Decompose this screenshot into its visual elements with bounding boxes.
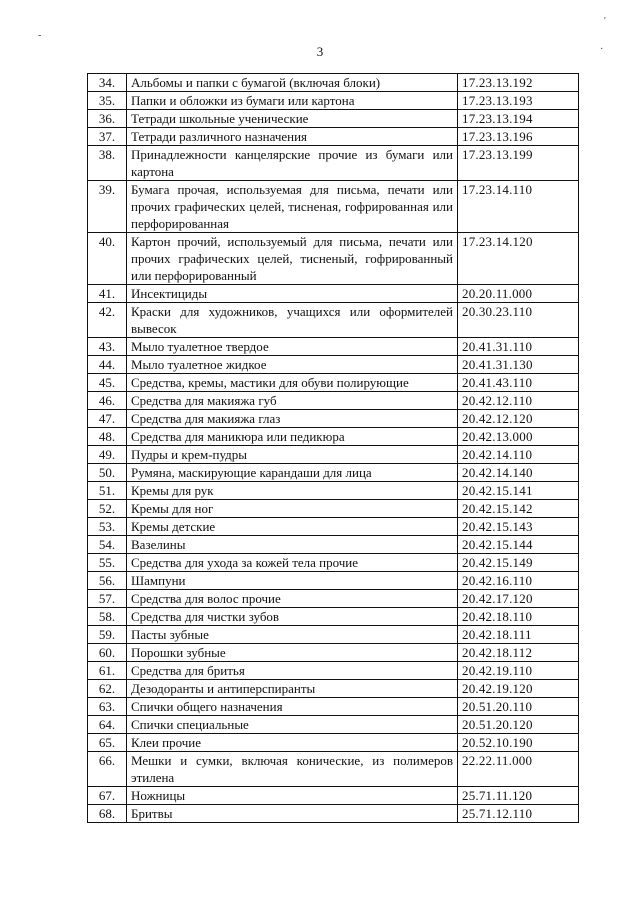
- table-row: [88, 734, 579, 752]
- product-name: Мешки и сумки, включая конические, из полимеров этилена: [127, 752, 458, 787]
- table-row: [88, 752, 579, 787]
- row-number: 67.: [88, 787, 127, 805]
- product-name: Средства для макияжа глаз: [127, 410, 458, 428]
- product-name: Краски для художников, учащихся или оформителей вывесок: [127, 303, 458, 338]
- row-number: 53.: [88, 518, 127, 536]
- table-row: [88, 482, 579, 500]
- table-row: [88, 698, 579, 716]
- row-number: 46.: [88, 392, 127, 410]
- table-row: [88, 608, 579, 626]
- table-row: [88, 590, 579, 608]
- table-row: [88, 787, 579, 805]
- product-code: 20.42.14.110: [458, 446, 579, 464]
- row-number: 58.: [88, 608, 127, 626]
- product-name: Дезодоранты и антиперспиранты: [127, 680, 458, 698]
- product-name: Кремы детские: [127, 518, 458, 536]
- product-code: 20.42.18.112: [458, 644, 579, 662]
- product-name: Ножницы: [127, 787, 458, 805]
- table-row: [88, 92, 579, 110]
- table-row: [88, 500, 579, 518]
- product-code: 20.42.15.149: [458, 554, 579, 572]
- product-code: 17.23.14.120: [458, 233, 579, 285]
- row-number: 37.: [88, 128, 127, 146]
- product-name: Тетради школьные ученические: [127, 110, 458, 128]
- row-number: 39.: [88, 181, 127, 233]
- row-number: 57.: [88, 590, 127, 608]
- row-number: 49.: [88, 446, 127, 464]
- row-number: 68.: [88, 805, 127, 823]
- table-row: [88, 428, 579, 446]
- table-row: [88, 74, 579, 92]
- table-row: [88, 146, 579, 181]
- row-number: 54.: [88, 536, 127, 554]
- product-code: 20.41.31.130: [458, 356, 579, 374]
- scan-speck: -: [38, 30, 42, 41]
- table-row: [88, 110, 579, 128]
- product-code: 20.42.12.110: [458, 392, 579, 410]
- product-name: Шампуни: [127, 572, 458, 590]
- product-code: 20.42.15.141: [458, 482, 579, 500]
- product-name: Кремы для рук: [127, 482, 458, 500]
- row-number: 47.: [88, 410, 127, 428]
- row-number: 65.: [88, 734, 127, 752]
- product-code: 25.71.11.120: [458, 787, 579, 805]
- product-code: 17.23.13.196: [458, 128, 579, 146]
- product-name: Средства для ухода за кожей тела прочие: [127, 554, 458, 572]
- table-row: [88, 233, 579, 285]
- product-name: Кремы для ног: [127, 500, 458, 518]
- table-row: [88, 572, 579, 590]
- row-number: 63.: [88, 698, 127, 716]
- product-name: Пасты зубные: [127, 626, 458, 644]
- table-row: [88, 554, 579, 572]
- row-number: 55.: [88, 554, 127, 572]
- table-row: [88, 285, 579, 303]
- product-code: 20.52.10.190: [458, 734, 579, 752]
- product-code: 20.42.15.144: [458, 536, 579, 554]
- product-name: Альбомы и папки с бумагой (включая блоки): [127, 74, 458, 92]
- product-code: 20.42.14.140: [458, 464, 579, 482]
- product-code: 20.42.17.120: [458, 590, 579, 608]
- row-number: 43.: [88, 338, 127, 356]
- row-number: 42.: [88, 303, 127, 338]
- product-name: Инсектициды: [127, 285, 458, 303]
- product-name: Средства для волос прочие: [127, 590, 458, 608]
- table-row: [88, 662, 579, 680]
- row-number: 60.: [88, 644, 127, 662]
- product-name: Пудры и крем-пудры: [127, 446, 458, 464]
- product-code: 20.41.43.110: [458, 374, 579, 392]
- table-row: [88, 410, 579, 428]
- row-number: 66.: [88, 752, 127, 787]
- product-name: Средства для маникюра или педикюра: [127, 428, 458, 446]
- product-name: Спички общего назначения: [127, 698, 458, 716]
- table-row: [88, 374, 579, 392]
- table-row: [88, 680, 579, 698]
- product-code: 20.42.13.000: [458, 428, 579, 446]
- table-row: [88, 716, 579, 734]
- product-code: 20.51.20.110: [458, 698, 579, 716]
- product-code: 20.51.20.120: [458, 716, 579, 734]
- product-code: 20.30.23.110: [458, 303, 579, 338]
- product-code: 22.22.11.000: [458, 752, 579, 787]
- product-code: 20.42.15.143: [458, 518, 579, 536]
- product-name: Бумага прочая, используемая для письма, печати или прочих графических целей, тисненая, гофрированная или перфорированная: [127, 181, 458, 233]
- table-row: [88, 626, 579, 644]
- product-code: 20.42.15.142: [458, 500, 579, 518]
- table-row: [88, 464, 579, 482]
- goods-table: [87, 73, 579, 823]
- row-number: 51.: [88, 482, 127, 500]
- row-number: 52.: [88, 500, 127, 518]
- page-number: 3: [316, 44, 324, 59]
- product-name: Спички специальные: [127, 716, 458, 734]
- row-number: 40.: [88, 233, 127, 285]
- product-code: 17.23.13.199: [458, 146, 579, 181]
- product-code: 20.20.11.000: [458, 285, 579, 303]
- row-number: 48.: [88, 428, 127, 446]
- product-name: Средства, кремы, мастики для обуви полирующие: [127, 374, 458, 392]
- product-code: 20.42.19.110: [458, 662, 579, 680]
- product-code: 17.23.13.192: [458, 74, 579, 92]
- goods-table-body: [88, 74, 579, 823]
- table-row: [88, 536, 579, 554]
- table-row: [88, 805, 579, 823]
- product-name: Порошки зубные: [127, 644, 458, 662]
- table-row: [88, 446, 579, 464]
- product-code: 20.42.16.110: [458, 572, 579, 590]
- product-code: 25.71.12.110: [458, 805, 579, 823]
- product-name: Клеи прочие: [127, 734, 458, 752]
- table-row: [88, 392, 579, 410]
- table-row: [88, 181, 579, 233]
- row-number: 36.: [88, 110, 127, 128]
- table-row: [88, 303, 579, 338]
- row-number: 59.: [88, 626, 127, 644]
- table-row: [88, 128, 579, 146]
- product-code: 20.42.18.110: [458, 608, 579, 626]
- product-name: Картон прочий, используемый для письма, печати или прочих графических целей, тисненый, гофрированный или перфорированный: [127, 233, 458, 285]
- table-row: [88, 644, 579, 662]
- product-name: Вазелины: [127, 536, 458, 554]
- product-code: 20.42.12.120: [458, 410, 579, 428]
- table-row: [88, 338, 579, 356]
- row-number: 45.: [88, 374, 127, 392]
- product-code: 20.42.19.120: [458, 680, 579, 698]
- product-name: Мыло туалетное жидкое: [127, 356, 458, 374]
- product-code: 17.23.13.194: [458, 110, 579, 128]
- product-name: Папки и обложки из бумаги или картона: [127, 92, 458, 110]
- product-name: Тетради различного назначения: [127, 128, 458, 146]
- product-name: Средства для чистки зубов: [127, 608, 458, 626]
- product-code: 17.23.13.193: [458, 92, 579, 110]
- row-number: 41.: [88, 285, 127, 303]
- table-row: [88, 518, 579, 536]
- product-code: 20.42.18.111: [458, 626, 579, 644]
- product-name: Бритвы: [127, 805, 458, 823]
- table-row: [88, 356, 579, 374]
- product-name: Принадлежности канцелярские прочие из бумаги или картона: [127, 146, 458, 181]
- row-number: 34.: [88, 74, 127, 92]
- product-name: Средства для бритья: [127, 662, 458, 680]
- row-number: 38.: [88, 146, 127, 181]
- row-number: 64.: [88, 716, 127, 734]
- row-number: 50.: [88, 464, 127, 482]
- row-number: 35.: [88, 92, 127, 110]
- row-number: 62.: [88, 680, 127, 698]
- row-number: 61.: [88, 662, 127, 680]
- product-name: Мыло туалетное твердое: [127, 338, 458, 356]
- row-number: 56.: [88, 572, 127, 590]
- row-number: 44.: [88, 356, 127, 374]
- product-code: 17.23.14.110: [458, 181, 579, 233]
- product-name: Средства для макияжа губ: [127, 392, 458, 410]
- product-code: 20.41.31.110: [458, 338, 579, 356]
- product-name: Румяна, маскирующие карандаши для лица: [127, 464, 458, 482]
- scan-speck: ': [604, 16, 606, 27]
- scan-speck: ·: [600, 44, 604, 55]
